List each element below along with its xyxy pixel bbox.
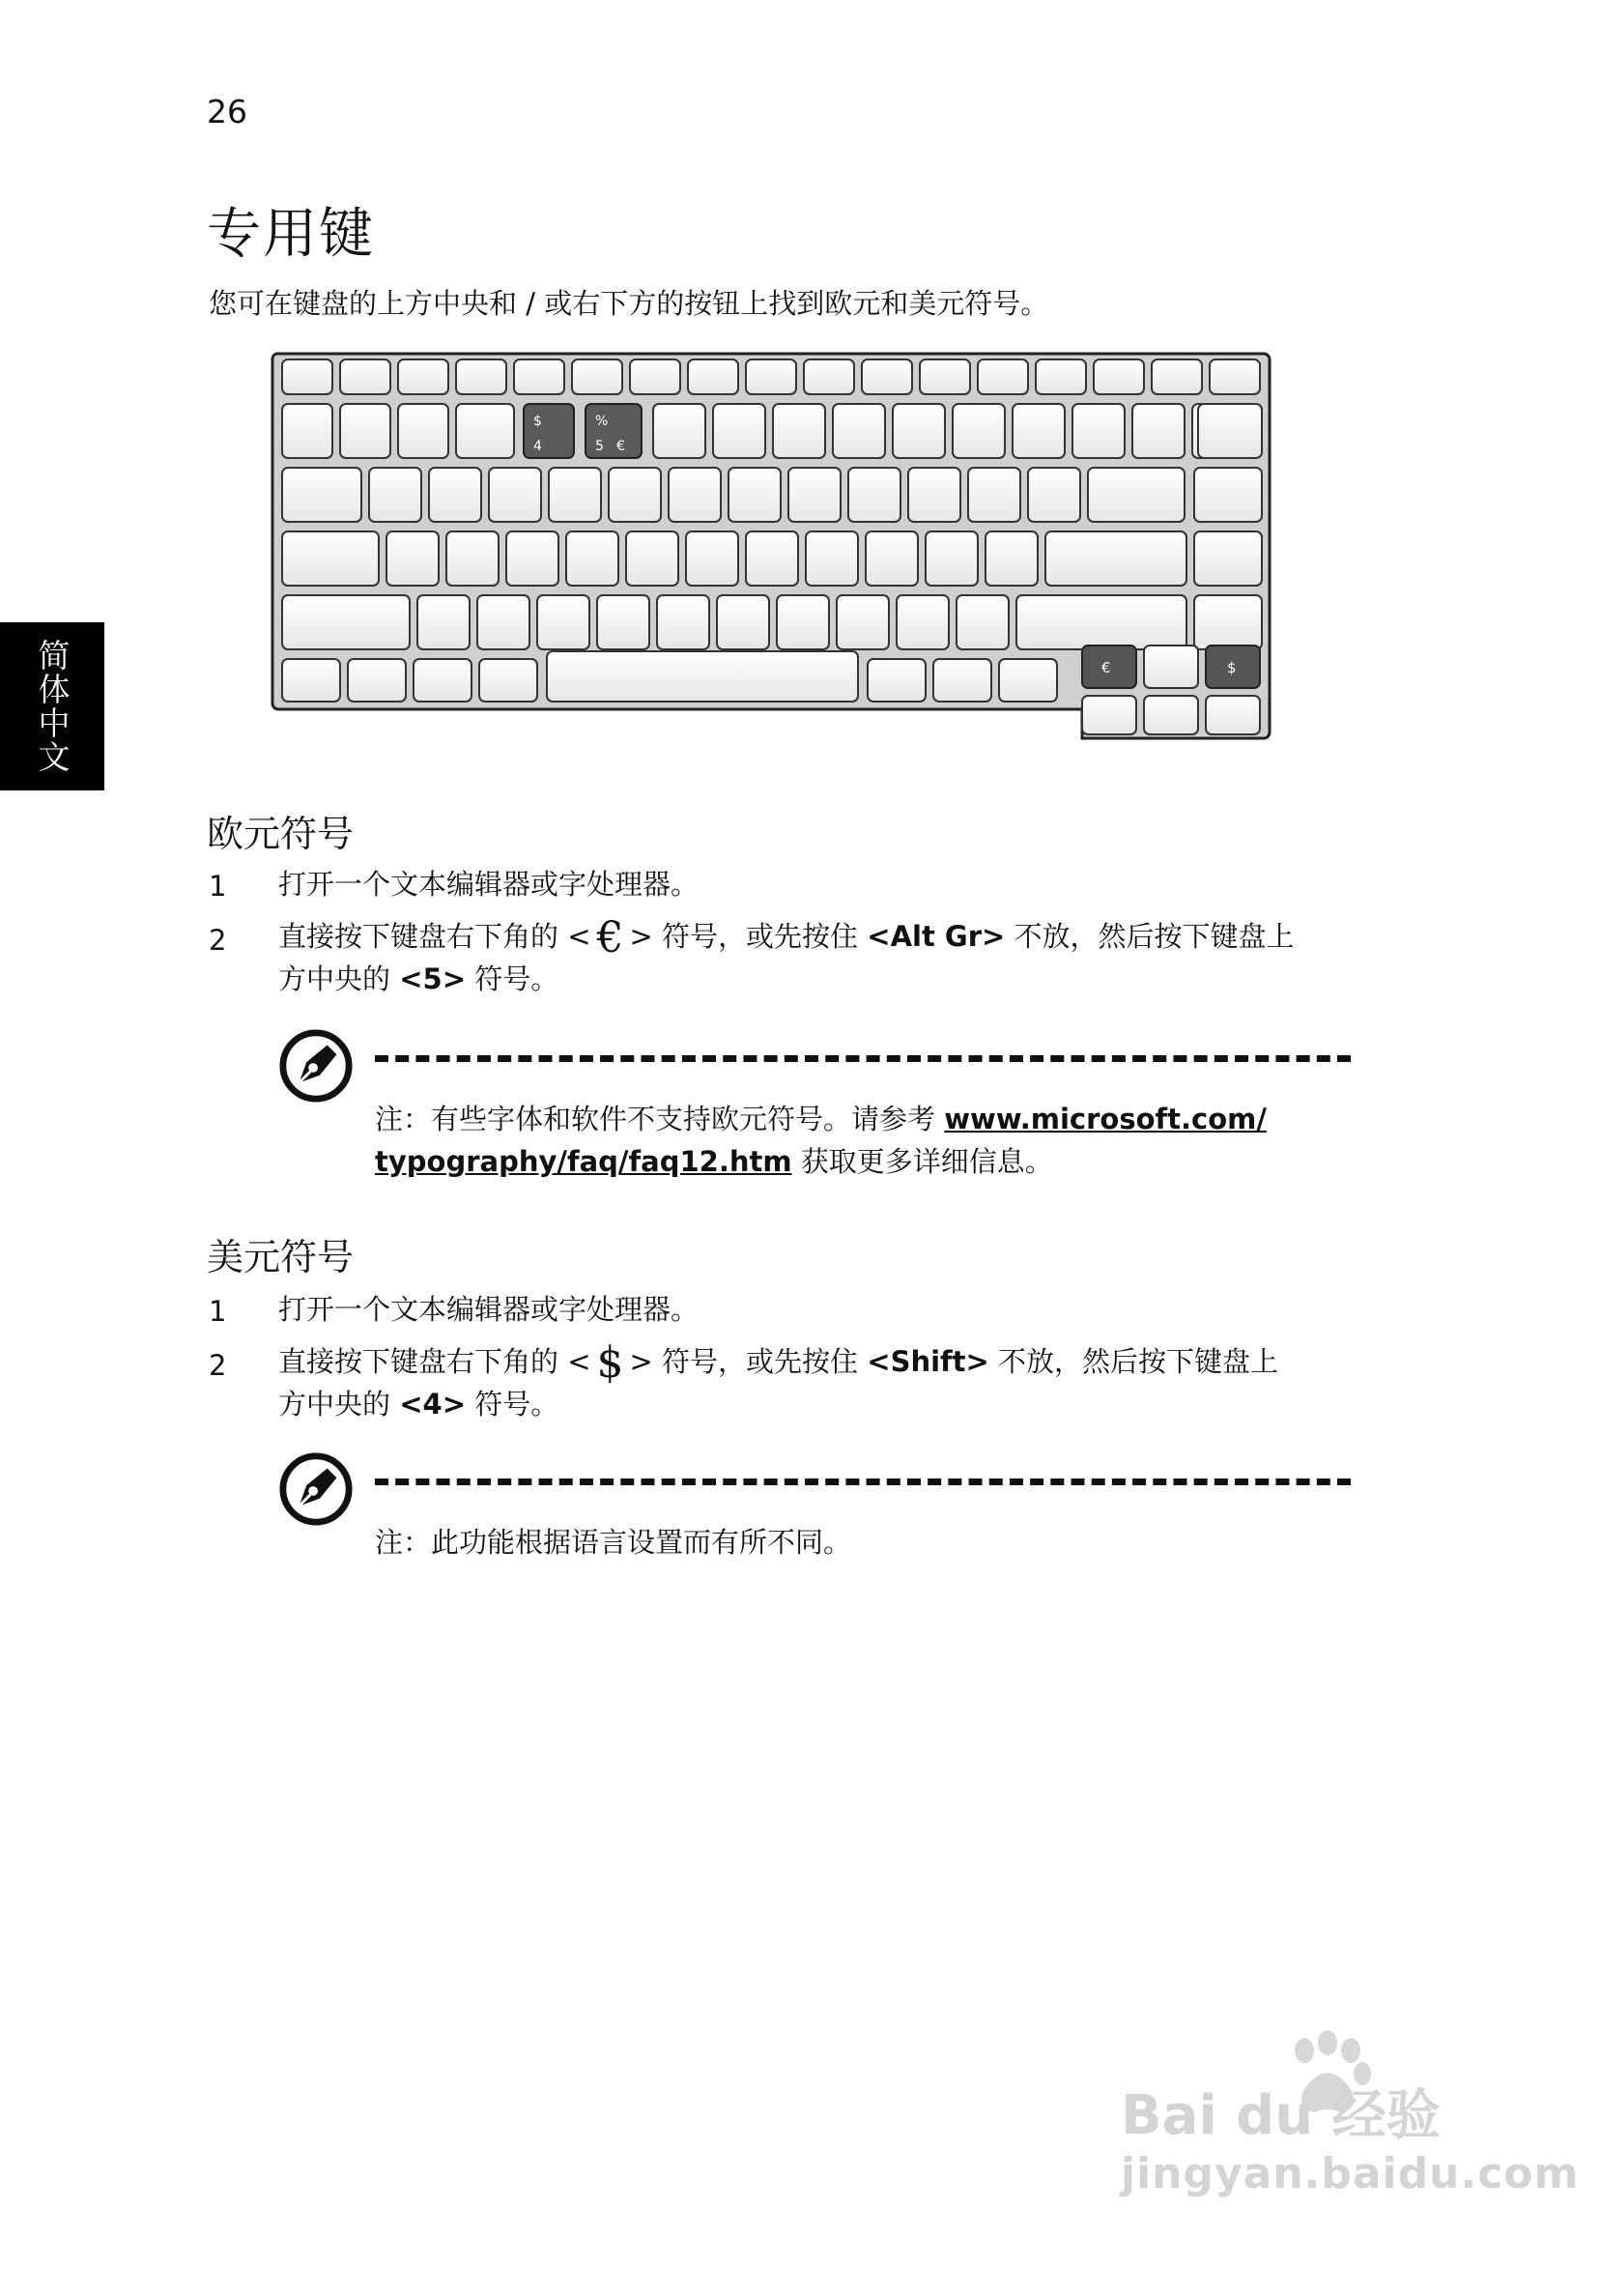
keyboard-key [1045,531,1186,586]
keyboard-key [514,359,564,394]
euro-symbol: € [596,913,624,962]
keyboard-key [806,531,858,586]
keyboard-key [777,595,829,649]
keyboard-key [1194,531,1262,586]
keyboard-key [1094,359,1144,394]
keyboard-key [848,468,900,522]
keyboard-key [340,359,390,394]
keyboard-key [282,531,379,586]
keyboard-key [957,595,1009,649]
shift-key-label: <Shift> [867,1345,989,1378]
keyboard-key [479,659,537,702]
keyboard-key [1206,696,1260,734]
keyboard-key [1194,468,1262,522]
keyboard-key [1144,646,1198,688]
baidu-paw-logo [1121,2029,1527,2145]
keyboard-key [729,468,781,522]
keyboard-key [688,359,738,394]
key-4-bottom: 4 [533,439,542,454]
keyboard-key [866,531,918,586]
keyboard-key [868,659,926,702]
keyboard-key [566,531,618,586]
euro-step-1-number: 1 [209,870,227,903]
keyboard-key [1194,595,1262,649]
key-5-label: <5> [399,962,466,995]
keyboard-key [369,468,421,522]
keyboard-key [1132,404,1185,458]
keyboard-key [446,531,499,586]
intro-paragraph: 您可在键盘的上方中央和 / 或右下方的按钮上找到欧元和美元符号。 [209,287,1049,320]
dollar-step-1-number: 1 [209,1295,227,1328]
keyboard-key [626,531,678,586]
keyboard-key [986,531,1038,586]
keyboard-key [1013,404,1065,458]
svg-text:€: € [1101,659,1111,676]
keyboard-key [506,531,558,586]
dollar-note: 注：此功能根据语言设置而有所不同。 [375,1526,852,1559]
euro-step-2-text: 直接按下键盘右下角的 < € > 符号，或先按住 <Alt Gr> 不放，然后按下键盘上 方中央的 <5> 符号。 [278,913,1295,995]
keyboard-key [926,531,978,586]
key-4-dollar [524,404,574,458]
keyboard-key [477,595,529,649]
keyboard-key [686,531,738,586]
dollar-symbol: $ [596,1338,624,1388]
keyboard-key [746,359,796,394]
keyboard-key [282,404,332,458]
euro-note: 注：有些字体和软件不支持欧元符号。请参考 www.microsoft.com/ typography/faq/faq12.htm 获取更多详细信息。 [375,1103,1267,1178]
dollar-step-2-text: 直接按下键盘右下角的 < $ > 符号，或先按住 <Shift> 不放，然后按下键盘上 方中央的 <4> 符号。 [278,1338,1279,1421]
language-side-tab: 简体中文 [0,622,104,790]
microsoft-link-part1[interactable]: www.microsoft.com/ [944,1103,1267,1135]
keyboard-key [1016,595,1186,649]
keyboard-key [429,468,481,522]
keyboard-key [953,404,1005,458]
dollar-key [1206,646,1260,688]
keyboard-key [609,468,661,522]
microsoft-link-part2[interactable]: typography/faq/faq12.htm [375,1145,792,1178]
keyboard-key [489,468,541,522]
alt-gr-key-label: <Alt Gr> [867,920,1006,953]
keyboard-key [920,359,970,394]
keyboard-key [837,595,889,649]
key-5-euro: € [616,439,625,454]
dollar-step-2-number: 2 [209,1349,227,1382]
keyboard-key [773,404,825,458]
keyboard-key [348,659,406,702]
keyboard-key [572,359,622,394]
baidu-watermark [1121,2029,1579,2198]
euro-step-2-number: 2 [209,924,227,957]
keyboard-key [1088,468,1185,522]
dollar-section-heading: 美元符号 [207,1236,355,1278]
keyboard-key [1152,359,1202,394]
svg-text:$: $ [1227,659,1237,676]
keyboard-key [282,595,410,649]
note-divider [375,1478,1351,1485]
keyboard-key [456,404,514,458]
keyboard-key [713,404,765,458]
keyboard-key [1144,696,1198,734]
keyboard-key [862,359,912,394]
keyboard-key [978,359,1028,394]
keyboard-key [340,404,390,458]
keyboard-key [417,595,470,649]
keyboard-key [653,404,705,458]
keyboard-key [788,468,841,522]
note-divider [375,1055,1351,1062]
note-pen-icon [278,1028,354,1104]
keyboard-key [1198,404,1262,458]
key-5-top: % [595,414,609,429]
keyboard-key [386,531,439,586]
watermark-brand: Bai du 经验 [1121,2084,1441,2145]
keyboard-illustration [269,350,1273,740]
keyboard-key [456,359,506,394]
keyboard-key [282,468,361,522]
keyboard-key [933,659,991,702]
keyboard-key [597,595,649,649]
keyboard-key [1210,359,1260,394]
note-pen-icon [278,1451,354,1527]
key-5-bottom: 5 [595,439,604,454]
euro-section-heading: 欧元符号 [207,813,355,855]
keyboard-key [717,595,769,649]
key-4-label: <4> [399,1388,466,1421]
keyboard-key [398,404,448,458]
keyboard-key [1028,468,1080,522]
page-title: 专用键 [207,203,375,266]
keyboard-key [833,404,885,458]
keyboard-key [893,404,945,458]
keyboard-key [804,359,854,394]
keyboard-key [897,595,949,649]
euro-step-1-text: 打开一个文本编辑器或字处理器。 [278,868,700,901]
keyboard-key [398,359,448,394]
keyboard-key [657,595,709,649]
keyboard-key [669,468,721,522]
keyboard-key [537,595,589,649]
keyboard-key [908,468,960,522]
keyboard-key [968,468,1020,522]
keyboard-key [1036,359,1086,394]
watermark-url: jingyan.baidu.com [1121,2149,1580,2198]
keyboard-key [549,468,601,522]
keyboard-key [1082,696,1136,734]
keyboard-key [547,651,858,702]
page-number: 26 [207,93,247,130]
keyboard-key [282,659,340,702]
key-4-top: $ [533,414,542,429]
euro-key [1082,646,1136,688]
keyboard-key [282,359,332,394]
keyboard-key [746,531,798,586]
dollar-step-1-text: 打开一个文本编辑器或字处理器。 [278,1293,700,1326]
keyboard-key [1072,404,1125,458]
keyboard-key [414,659,471,702]
keyboard-key [999,659,1057,702]
keyboard-key [630,359,680,394]
key-5-euro [586,404,642,458]
